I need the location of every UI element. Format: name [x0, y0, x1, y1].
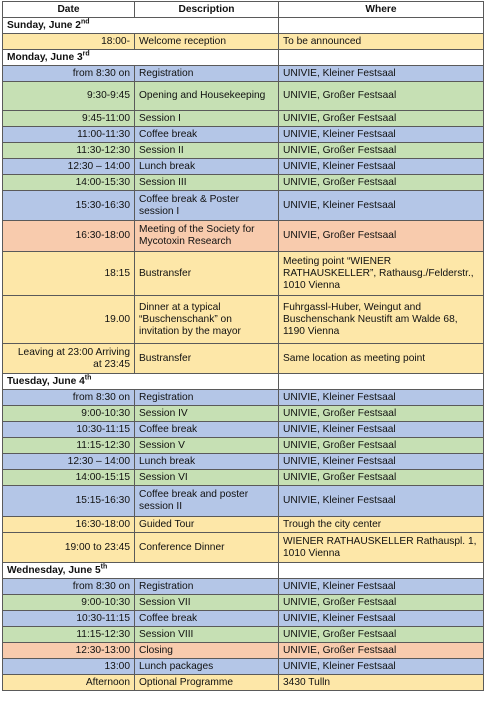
row-description: Meeting of the Society for Mycotoxin Research: [135, 221, 279, 252]
row-where: UNIVIE, Kleiner Festsaal: [279, 159, 484, 175]
row-description: Registration: [135, 390, 279, 406]
row-description: Welcome reception: [135, 34, 279, 50]
day-header-row: [3, 563, 484, 579]
day-header-where-cell: [279, 18, 484, 34]
schedule-body: [3, 18, 484, 691]
row-description: Coffee break & Poster session I: [135, 191, 279, 221]
schedule-row: [3, 579, 484, 595]
row-description: Registration: [135, 66, 279, 82]
row-date: 10:30-11:15: [3, 422, 135, 438]
header-where: Where: [279, 2, 484, 18]
row-date: from 8:30 on: [3, 579, 135, 595]
row-description: Guided Tour: [135, 517, 279, 533]
row-description: Session III: [135, 175, 279, 191]
row-where: UNIVIE, Großer Festsaal: [279, 643, 484, 659]
row-date: from 8:30 on: [3, 66, 135, 82]
row-description: Conference Dinner: [135, 533, 279, 563]
row-date: 19:00 to 23:45: [3, 533, 135, 563]
row-date: 14:00-15:30: [3, 175, 135, 191]
row-description: Opening and Housekeeping: [135, 82, 279, 111]
row-where: Fuhrgassl-Huber, Weingut and Buschenschank Neustift am Walde 68, 1190 Vienna: [279, 296, 484, 344]
day-header: [3, 563, 279, 579]
row-date: 18:00-: [3, 34, 135, 50]
row-date: 15:15-16:30: [3, 486, 135, 517]
row-description: Coffee break: [135, 422, 279, 438]
row-where: WIENER RATHAUSKELLER Rathauspl. 1, 1010 Vienna: [279, 533, 484, 563]
schedule-table: [2, 1, 484, 691]
row-description: Lunch break: [135, 454, 279, 470]
row-where: UNIVIE, Kleiner Festsaal: [279, 611, 484, 627]
schedule-row: [3, 454, 484, 470]
row-description: Session IV: [135, 406, 279, 422]
row-date: 15:30-16:30: [3, 191, 135, 221]
row-where: Meeting point “WIENER RATHAUSKELLER”, Rathausg./Felderstr., 1010 Vienna: [279, 252, 484, 296]
row-where: UNIVIE, Großer Festsaal: [279, 175, 484, 191]
schedule-row: [3, 82, 484, 111]
row-date: 18:15: [3, 252, 135, 296]
row-date: 16:30-18:00: [3, 221, 135, 252]
row-where: UNIVIE, Kleiner Festsaal: [279, 579, 484, 595]
schedule-row: [3, 390, 484, 406]
row-date: 9:00-10:30: [3, 406, 135, 422]
day-header-row: [3, 18, 484, 34]
row-description: Session I: [135, 111, 279, 127]
row-where: To be announced: [279, 34, 484, 50]
day-header-where-cell: [279, 374, 484, 390]
schedule-row: [3, 643, 484, 659]
row-description: Bustransfer: [135, 252, 279, 296]
row-where: UNIVIE, Großer Festsaal: [279, 82, 484, 111]
header-description: Description: [135, 2, 279, 18]
row-where: Same location as meeting point: [279, 344, 484, 374]
row-description: Coffee break: [135, 127, 279, 143]
row-where: 3430 Tulln: [279, 675, 484, 691]
row-date: 14:00-15:15: [3, 470, 135, 486]
row-date: 12:30 – 14:00: [3, 159, 135, 175]
row-where: UNIVIE, Großer Festsaal: [279, 595, 484, 611]
row-date: 11:30-12:30: [3, 143, 135, 159]
row-where: Trough the city center: [279, 517, 484, 533]
day-ordinal-suffix: rd: [82, 50, 90, 58]
schedule-row: [3, 34, 484, 50]
day-header: [3, 18, 279, 34]
schedule-row: [3, 517, 484, 533]
row-date: 9:45-11:00: [3, 111, 135, 127]
schedule-row: [3, 344, 484, 374]
row-where: UNIVIE, Kleiner Festsaal: [279, 659, 484, 675]
row-description: Closing: [135, 643, 279, 659]
row-date: 19.00: [3, 296, 135, 344]
schedule-row: [3, 406, 484, 422]
row-date: from 8:30 on: [3, 390, 135, 406]
row-description: Session VI: [135, 470, 279, 486]
schedule-row: [3, 675, 484, 691]
day-header-row: [3, 50, 484, 66]
schedule-row: [3, 595, 484, 611]
schedule-row: [3, 486, 484, 517]
schedule-row: [3, 111, 484, 127]
row-description: Registration: [135, 579, 279, 595]
row-date: Afternoon: [3, 675, 135, 691]
header-row: [3, 2, 484, 18]
schedule-row: [3, 252, 484, 296]
row-description: Coffee break: [135, 611, 279, 627]
row-description: Session II: [135, 143, 279, 159]
row-where: UNIVIE, Großer Festsaal: [279, 438, 484, 454]
row-where: UNIVIE, Kleiner Festsaal: [279, 127, 484, 143]
schedule-row: [3, 422, 484, 438]
row-description: Coffee break and poster session II: [135, 486, 279, 517]
schedule-row: [3, 175, 484, 191]
schedule-row: [3, 611, 484, 627]
row-where: UNIVIE, Kleiner Festsaal: [279, 454, 484, 470]
row-description: Dinner at a typical “Buschenschank” on invitation by the mayor: [135, 296, 279, 344]
schedule-row: [3, 159, 484, 175]
row-where: UNIVIE, Großer Festsaal: [279, 627, 484, 643]
day-ordinal-suffix: nd: [80, 18, 90, 26]
row-where: UNIVIE, Kleiner Festsaal: [279, 390, 484, 406]
row-date: Leaving at 23:00 Arriving at 23:45: [3, 344, 135, 374]
row-description: Bustransfer: [135, 344, 279, 374]
row-where: UNIVIE, Kleiner Festsaal: [279, 191, 484, 221]
row-date: 9:00-10:30: [3, 595, 135, 611]
day-header: [3, 50, 279, 66]
day-header: [3, 374, 279, 390]
row-description: Lunch break: [135, 159, 279, 175]
schedule-row: [3, 143, 484, 159]
day-name: Sunday, June 2: [7, 19, 81, 31]
row-description: Lunch packages: [135, 659, 279, 675]
row-date: 10:30-11:15: [3, 611, 135, 627]
row-date: 12:30 – 14:00: [3, 454, 135, 470]
row-description: Optional Programme: [135, 675, 279, 691]
row-description: Session VII: [135, 595, 279, 611]
row-where: UNIVIE, Kleiner Festsaal: [279, 66, 484, 82]
day-ordinal-suffix: th: [100, 563, 108, 571]
schedule-row: [3, 438, 484, 454]
schedule-row: [3, 627, 484, 643]
day-header-where-cell: [279, 563, 484, 579]
day-name: Monday, June 3: [7, 51, 83, 63]
row-date: 11:00-11:30: [3, 127, 135, 143]
row-where: UNIVIE, Kleiner Festsaal: [279, 486, 484, 517]
row-where: UNIVIE, Großer Festsaal: [279, 470, 484, 486]
day-name: Wednesday, June 5: [7, 564, 101, 576]
row-where: UNIVIE, Großer Festsaal: [279, 143, 484, 159]
row-date: 16:30-18:00: [3, 517, 135, 533]
schedule-row: [3, 191, 484, 221]
row-date: 13:00: [3, 659, 135, 675]
row-date: 9:30-9:45: [3, 82, 135, 111]
row-date: 11:15-12:30: [3, 627, 135, 643]
schedule-row: [3, 66, 484, 82]
row-where: UNIVIE, Großer Festsaal: [279, 111, 484, 127]
schedule-row: [3, 221, 484, 252]
day-header-row: [3, 374, 484, 390]
schedule-row: [3, 659, 484, 675]
day-header-where-cell: [279, 50, 484, 66]
row-description: Session VIII: [135, 627, 279, 643]
day-name: Tuesday, June 4: [7, 375, 85, 387]
day-ordinal-suffix: th: [84, 374, 92, 382]
schedule-row: [3, 470, 484, 486]
row-where: UNIVIE, Großer Festsaal: [279, 221, 484, 252]
header-date: Date: [3, 2, 135, 18]
row-date: 11:15-12:30: [3, 438, 135, 454]
row-where: UNIVIE, Kleiner Festsaal: [279, 422, 484, 438]
row-where: UNIVIE, Großer Festsaal: [279, 406, 484, 422]
schedule-row: [3, 533, 484, 563]
schedule-row: [3, 127, 484, 143]
row-description: Session V: [135, 438, 279, 454]
schedule-row: [3, 296, 484, 344]
row-date: 12:30-13:00: [3, 643, 135, 659]
